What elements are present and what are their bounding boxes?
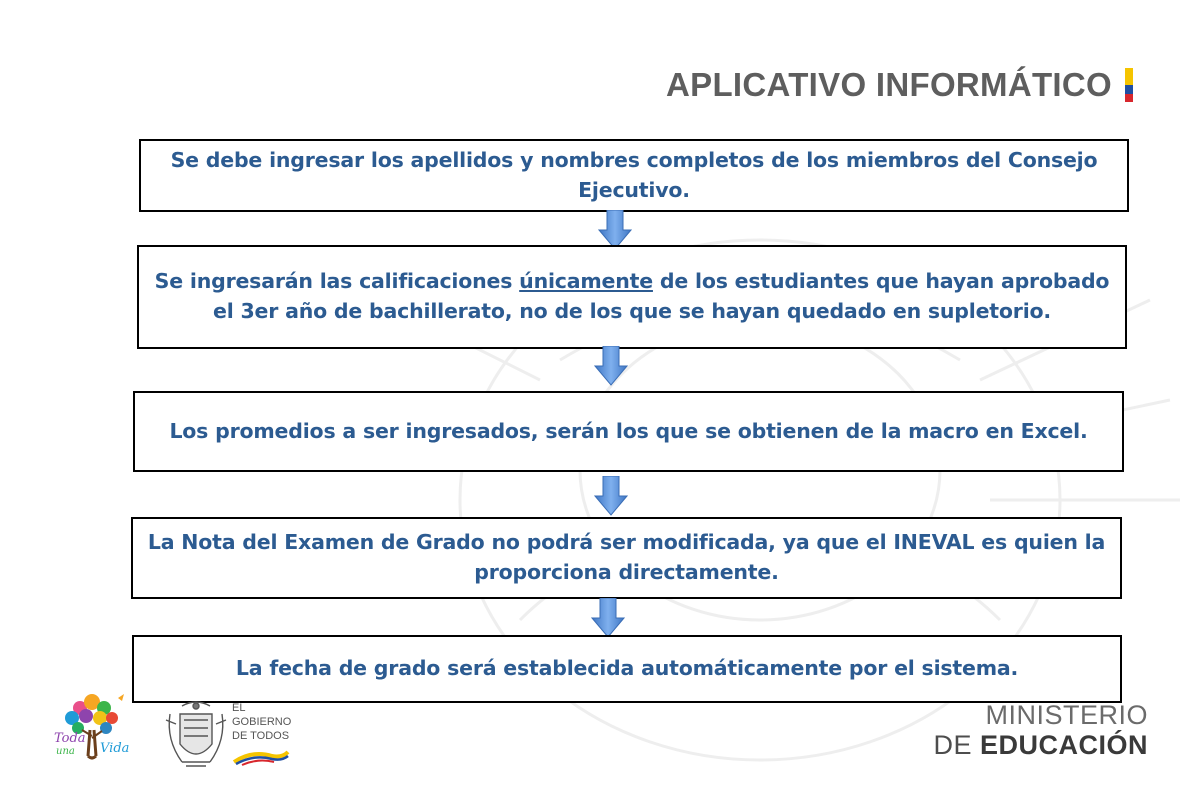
gobierno-line-3: DE TODOS (232, 729, 290, 742)
gobierno-swoosh-icon (232, 748, 290, 766)
ecuador-coat-of-arms-icon (162, 700, 230, 774)
educacion-bold: EDUCACIÓN (979, 730, 1148, 760)
toda-text: Toda (54, 731, 86, 746)
step-3-text: Los promedios a ser ingresados, serán los que se obtienen de la macro en Excel. (169, 418, 1088, 443)
el-gobierno-de-todos-logo (232, 702, 291, 743)
vida-text: Vida (100, 741, 130, 756)
down-arrow-icon (591, 598, 625, 638)
step-4-text: La Nota del Examen de Grado no podrá ser modificada, ya que el INEVAL es quien la proporciona directamente. (147, 530, 1106, 584)
step-box-5 (132, 635, 1122, 703)
de-prefix: DE (933, 730, 980, 760)
de-educacion-text (933, 730, 1148, 761)
step-box-1 (139, 139, 1129, 212)
step-2-text-before: Se ingresarán las calificaciones (154, 269, 520, 294)
step-box-3 (133, 391, 1124, 472)
step-box-2 (137, 245, 1127, 349)
step-2-text-after: de los estudiantes que hayan aprobado el 3er año de bachillerato, no de los que se hayan quedado en supletorio. (213, 269, 1110, 323)
step-2-underlined: únicamente (519, 269, 653, 294)
down-arrow-icon (594, 476, 628, 516)
ecuador-flag-accent (1125, 68, 1133, 102)
page-title: APLICATIVO INFORMÁTICO (666, 66, 1112, 103)
ministerio-text: MINISTERIO (985, 700, 1148, 730)
step-box-4 (131, 517, 1122, 599)
down-arrow-icon (598, 210, 632, 250)
step-2-text (145, 267, 1119, 326)
una-text: una (56, 746, 75, 757)
down-arrow-icon (594, 346, 628, 386)
gobierno-line-1: EL (232, 702, 246, 714)
step-1-text: Se debe ingresar los apellidos y nombres completos de los miembros del Consejo Ejecutivo. (170, 147, 1098, 202)
toda-una-vida-logo (52, 686, 132, 766)
step-5-text: La fecha de grado será establecida automáticamente por el sistema. (235, 656, 1019, 681)
gobierno-line-2: GOBIERNO (232, 715, 292, 728)
